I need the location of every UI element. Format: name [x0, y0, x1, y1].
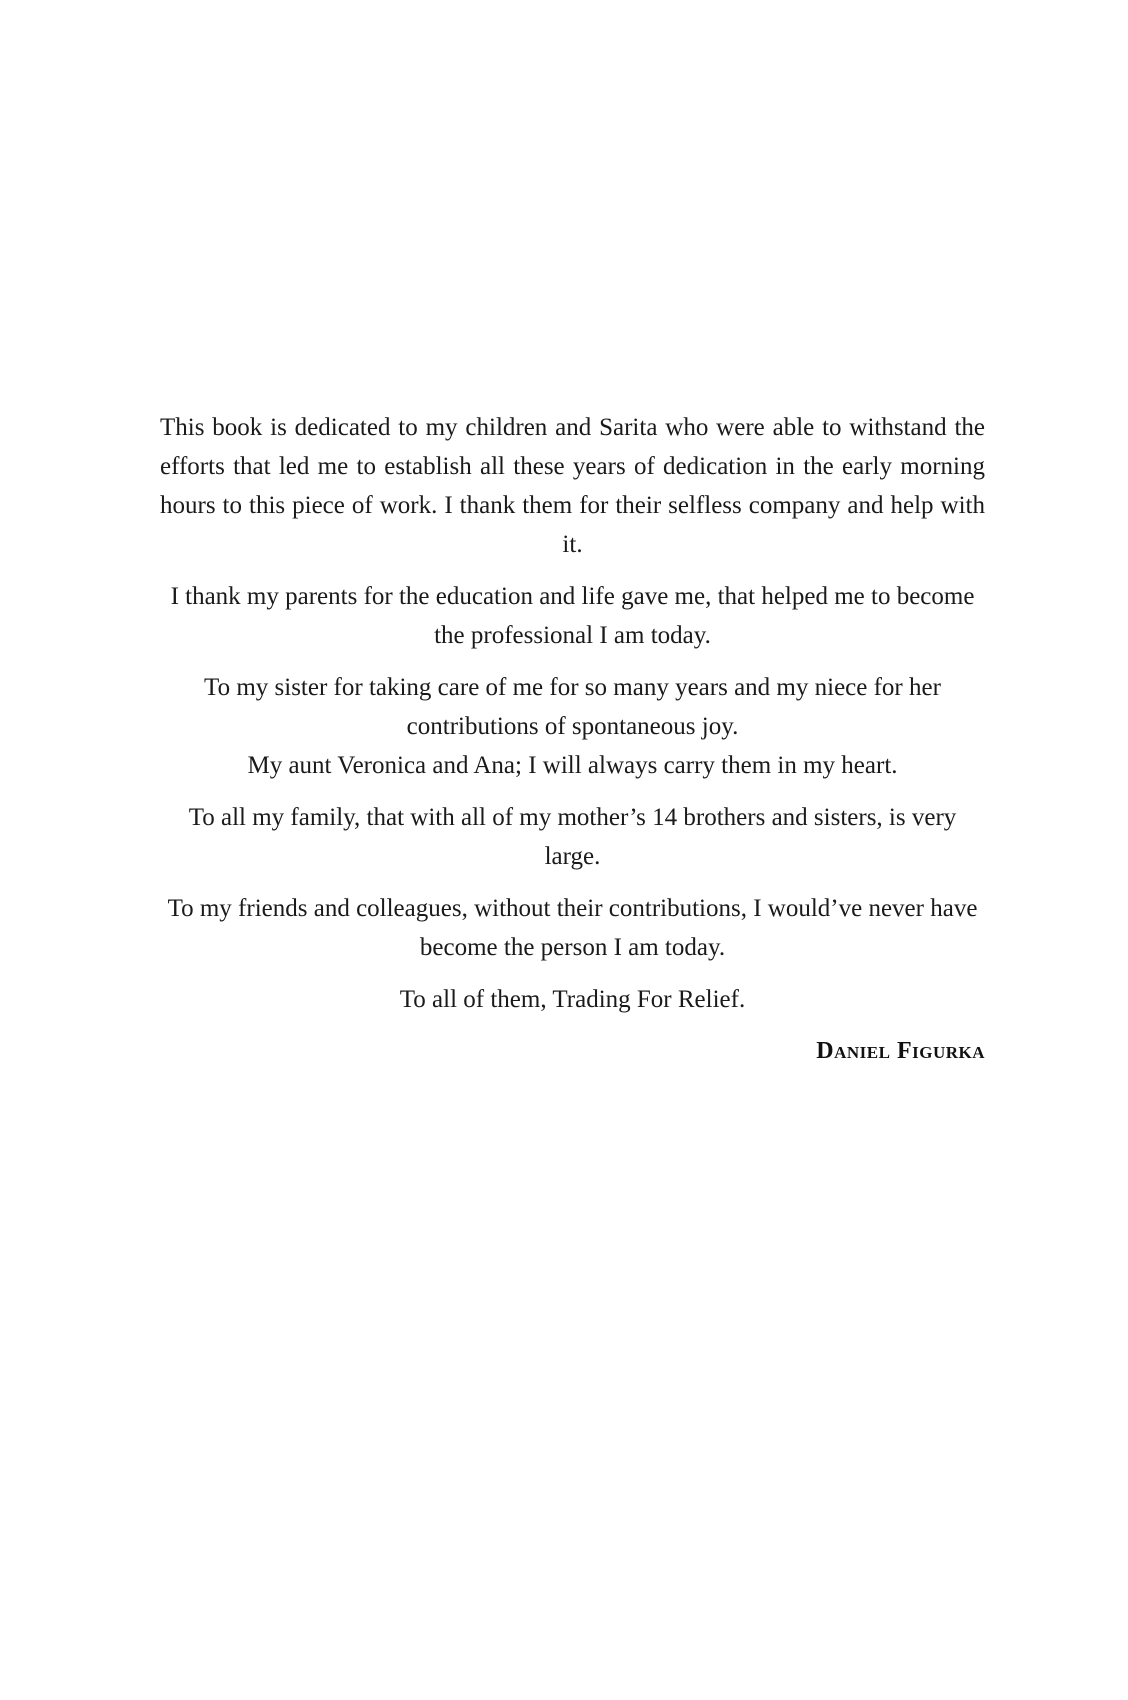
dedication-paragraph: To my sister for taking care of me for so many years and my niece for her contributions of spontaneous joy.	[204, 674, 941, 740]
author-signature: Daniel Figurka	[816, 1038, 985, 1064]
dedication-paragraph: This book is dedicated to my children and Sarita who were able to withstand the efforts that led me to establish all these years of dedication in the early morning hours to this piece of work. I thank them for their selfless company and help with it.	[160, 414, 985, 558]
dedication-paragraph: To all my family, that with all of my mother’s 14 brothers and sisters, is very large.	[188, 804, 957, 870]
dedication-paragraph: I thank my parents for the education and life gave me, that helped me to become the professional I am today.	[170, 583, 975, 649]
dedication-paragraph: To all of them, Trading For Relief.	[399, 986, 746, 1013]
dedication-paragraph: My aunt Veronica and Ana; I will always carry them in my heart.	[247, 752, 898, 779]
dedication-text	[160, 408, 985, 1019]
dedication-paragraph: To my friends and colleagues, without their contributions, I would’ve never have become the person I am today.	[167, 895, 978, 961]
